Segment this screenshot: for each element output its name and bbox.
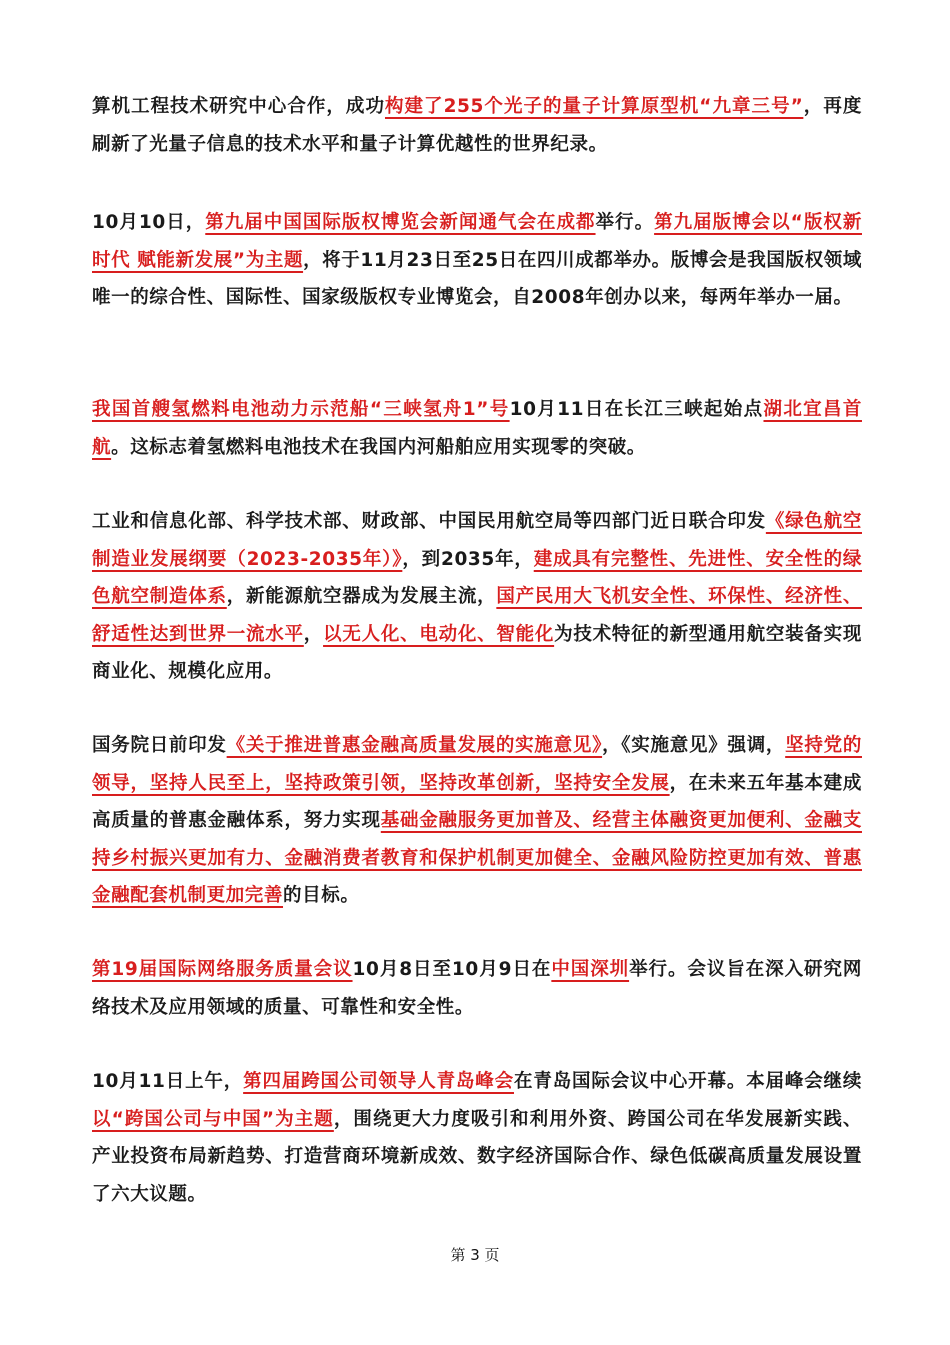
body-text: ，到2035年， xyxy=(402,548,534,570)
highlighted-phrase: 湖北宜昌首航 xyxy=(92,399,862,458)
highlighted-phrase: 我国首艘氢燃料电池动力示范船“三峡氢舟1”号 xyxy=(92,399,510,420)
highlighted-phrase: 国产民用大飞机安全性、环保性、经济性、舒适性达到世界一流水平 xyxy=(92,586,863,645)
page-number: 第 3 页 xyxy=(450,1246,500,1264)
highlighted-phrase: 坚持党的领导，坚持人民至上，坚持政策引领，坚持改革创新，坚持安全发展 xyxy=(92,735,862,794)
body-text: ，《实施意见》强调， xyxy=(602,735,786,756)
body-text: 国务院日前印发 xyxy=(92,735,227,756)
news-paragraph-jiuzhang xyxy=(92,88,862,163)
body-text: 。这标志着氢燃料电池技术在我国内河船舶应用实现零的突破。 xyxy=(111,436,646,458)
highlighted-phrase: 以“跨国公司与中国”为主题 xyxy=(92,1108,334,1130)
body-text: ，将于11月23日至25日在四川成都举办。版博会是我国版权领域唯一的综合性、国际性、国家级版权专业博览会，自2008年创办以来，每两年举办一届。 xyxy=(92,249,862,308)
highlighted-phrase: 基础金融服务更加普及、经营主体融资更加便利、金融支持乡村振兴更加有力、金融消费者教育和保护机制更加健全、金融风险防控更加有效、普惠金融配套机制更加完善 xyxy=(92,810,862,906)
highlighted-phrase: 《关于推进普惠金融高质量发展的实施意见》 xyxy=(226,735,603,756)
highlighted-phrase: 建成具有完整性、先进性、安全性的绿色航空制造体系 xyxy=(92,548,862,607)
highlighted-phrase: 第四届跨国公司领导人青岛峰会 xyxy=(243,1071,514,1092)
news-paragraph-inclusive-finance xyxy=(92,727,862,915)
highlighted-phrase: 第19届国际网络服务质量会议 xyxy=(92,959,353,980)
body-text: ，新能源航空器成为发展主流， xyxy=(226,586,497,607)
news-paragraph-green-aviation xyxy=(92,503,862,691)
highlighted-phrase: 第九届版博会以“版权新时代 赋能新发展”为主题 xyxy=(92,212,862,271)
highlighted-phrase: 《绿色航空制造业发展纲要（2023-2035年）》 xyxy=(92,511,862,570)
body-text: 在青岛国际会议中心开幕。本届峰会继续 xyxy=(514,1071,863,1092)
highlighted-phrase: 第九届中国国际版权博览会新闻通气会在成都 xyxy=(205,212,596,233)
body-text: ，在未来五年基本建成高质量的普惠金融体系，努力实现 xyxy=(92,772,862,831)
body-text: 为技术特征的新型通用航空装备实现商业化、规模化应用。 xyxy=(92,623,863,682)
body-text: 10月11日在长江三峡起始点 xyxy=(509,399,764,420)
body-text: ，再度刷新了光量子信息的技术水平和量子计算优越性的世界纪录。 xyxy=(92,96,862,155)
body-text: 举行。会议旨在深入研究网络技术及应用领域的质量、可靠性和安全性。 xyxy=(92,959,862,1018)
news-paragraph-hydrogen-ship xyxy=(92,391,862,466)
body-text: 的目标。 xyxy=(283,885,360,906)
highlighted-phrase: 以无人化、电动化、智能化 xyxy=(323,623,555,645)
news-paragraph-network-conference xyxy=(92,951,862,1026)
body-text: ， xyxy=(303,623,324,645)
body-text: 算机工程技术研究中心合作，成功 xyxy=(92,96,385,117)
news-paragraph-qingdao-summit xyxy=(92,1063,862,1213)
highlighted-phrase: 构建了255个光子的量子计算原型机“九章三号” xyxy=(384,96,804,117)
body-text: 工业和信息化部、科学技术部、财政部、中国民用航空局等四部门近日联合印发 xyxy=(92,511,766,532)
body-text: ，围绕更大力度吸引和利用外资、跨国公司在华发展新实践、产业投资布局新趋势、打造营商环境新成效、数字经济国际合作、绿色低碳高质量发展设置了六大议题。 xyxy=(92,1108,862,1205)
body-text: 举行。 xyxy=(595,212,655,233)
body-text: 10月11日上午， xyxy=(92,1071,244,1092)
news-paragraph-copyright-expo xyxy=(92,204,862,317)
highlighted-phrase: 中国深圳 xyxy=(551,959,630,980)
body-text: 10月10日， xyxy=(92,212,206,233)
body-text: 10月8日至10月9日在 xyxy=(352,959,552,980)
